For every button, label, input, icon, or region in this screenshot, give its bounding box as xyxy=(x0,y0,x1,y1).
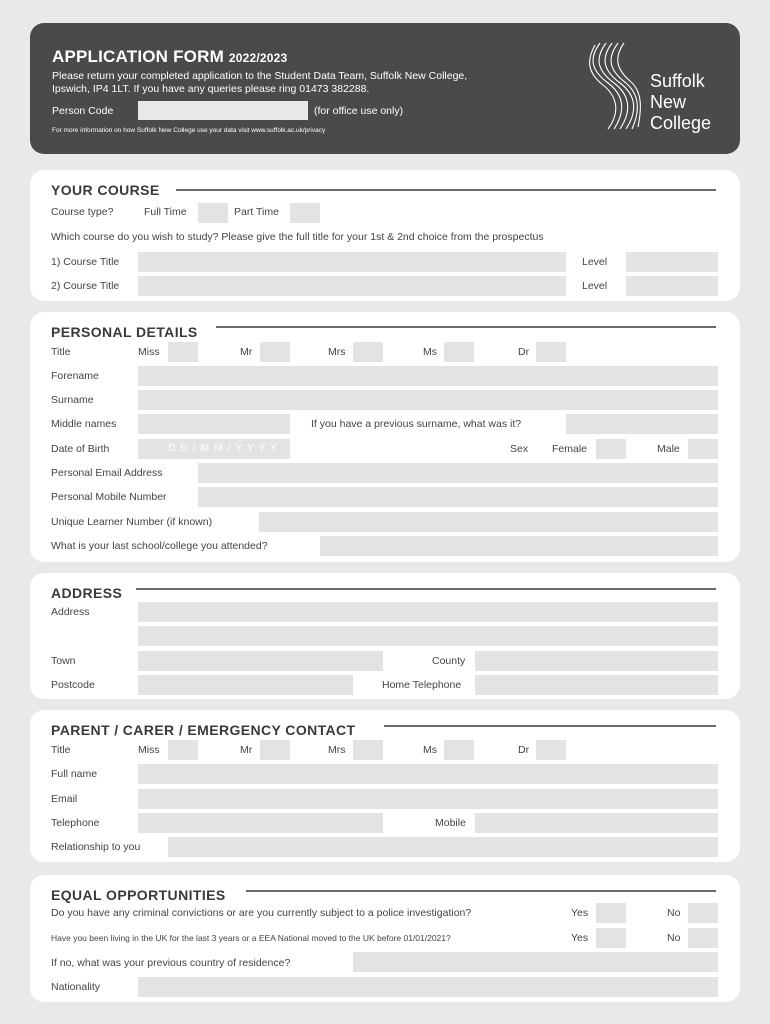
title-dr-label: Dr xyxy=(518,346,530,358)
contact-heading: PARENT / CARER / EMERGENCY CONTACT xyxy=(51,722,356,738)
sex-label: Sex xyxy=(510,443,529,455)
address-line-1-field[interactable] xyxy=(138,602,718,622)
contact-full-name-label: Full name xyxy=(51,768,98,780)
forename-field[interactable] xyxy=(138,366,718,386)
form-title-text: APPLICATION FORM xyxy=(52,47,224,66)
person-code-note: (for office use only) xyxy=(314,105,404,117)
town-label: Town xyxy=(51,655,76,667)
dob-placeholder: D D / M M / Y Y Y Y xyxy=(168,443,278,454)
title-miss-label: Miss xyxy=(138,346,160,358)
college-logo-icon xyxy=(586,41,642,131)
contact-email-field[interactable] xyxy=(138,789,718,809)
previous-surname-field[interactable] xyxy=(566,414,718,434)
course-1-level-label: Level xyxy=(582,256,608,268)
title-mrs-label: Mrs xyxy=(328,346,346,358)
sex-female-label: Female xyxy=(552,443,588,455)
title-mrs-checkbox[interactable] xyxy=(353,342,383,362)
email-label: Personal Email Address xyxy=(51,467,163,479)
county-label: County xyxy=(432,655,466,667)
previous-country-field[interactable] xyxy=(353,952,718,972)
intro-line-2: Ipswich, IP4 1LT. If you have any queries please ring 01473 382288. xyxy=(52,83,370,95)
course-2-title-field[interactable] xyxy=(138,276,566,296)
contact-miss-checkbox[interactable] xyxy=(168,740,198,760)
postcode-label: Postcode xyxy=(51,679,95,691)
uln-label: Unique Learner Number (if known) xyxy=(51,516,213,528)
sex-female-checkbox[interactable] xyxy=(596,439,626,459)
contact-mobile-label: Mobile xyxy=(435,817,466,829)
address-label: Address xyxy=(51,606,90,618)
home-telephone-field[interactable] xyxy=(475,675,718,695)
course-heading-rule xyxy=(176,189,716,191)
forename-label: Forename xyxy=(51,370,99,382)
county-field[interactable] xyxy=(475,651,718,671)
living-uk-yes-checkbox[interactable] xyxy=(596,928,626,948)
title-ms-label: Ms xyxy=(423,346,437,358)
mobile-label: Personal Mobile Number xyxy=(51,491,167,503)
title-ms-checkbox[interactable] xyxy=(444,342,474,362)
contact-mrs-checkbox[interactable] xyxy=(353,740,383,760)
contact-title-label: Title xyxy=(51,744,71,756)
course-question: Which course do you wish to study? Please give the full title for your 1st & 2nd choice from the prospectus xyxy=(51,231,544,243)
part-time-checkbox[interactable] xyxy=(290,203,320,223)
living-uk-yes-label: Yes xyxy=(571,932,589,944)
uln-field[interactable] xyxy=(259,512,718,532)
address-line-2-field[interactable] xyxy=(138,626,718,646)
contact-full-name-field[interactable] xyxy=(138,764,718,784)
full-time-checkbox[interactable] xyxy=(198,203,228,223)
course-1-label: 1) Course Title xyxy=(51,256,120,268)
postcode-field[interactable] xyxy=(138,675,353,695)
contact-heading-rule xyxy=(384,725,716,727)
contact-email-label: Email xyxy=(51,793,78,805)
email-field[interactable] xyxy=(198,463,718,483)
contact-dr-checkbox[interactable] xyxy=(536,740,566,760)
title-dr-checkbox[interactable] xyxy=(536,342,566,362)
course-1-level-field[interactable] xyxy=(626,252,718,272)
last-school-label: What is your last school/college you attended? xyxy=(51,540,268,552)
personal-heading: PERSONAL DETAILS xyxy=(51,324,198,340)
course-1-title-field[interactable] xyxy=(138,252,566,272)
privacy-note: For more information on how Suffolk New College use your data visit www.suffolk.ac.uk/privacy xyxy=(52,127,326,134)
dob-label: Date of Birth xyxy=(51,443,110,455)
title-mr-checkbox[interactable] xyxy=(260,342,290,362)
contact-ms-label: Ms xyxy=(423,744,437,756)
sex-male-checkbox[interactable] xyxy=(688,439,718,459)
title-mr-label: Mr xyxy=(240,346,253,358)
full-time-label: Full Time xyxy=(144,206,187,218)
emergency-contact-section xyxy=(30,710,740,862)
equal-heading: EQUAL OPPORTUNITIES xyxy=(51,887,226,903)
form-title xyxy=(52,47,287,67)
last-school-field[interactable] xyxy=(320,536,718,556)
address-section xyxy=(30,573,740,699)
contact-miss-label: Miss xyxy=(138,744,160,756)
middle-names-label: Middle names xyxy=(51,418,117,430)
logo-line-3: College xyxy=(650,113,712,133)
living-uk-no-label: No xyxy=(667,932,681,944)
convictions-no-label: No xyxy=(667,907,681,919)
course-heading: YOUR COURSE xyxy=(51,182,160,198)
contact-mr-checkbox[interactable] xyxy=(260,740,290,760)
convictions-yes-checkbox[interactable] xyxy=(596,903,626,923)
middle-names-field[interactable] xyxy=(138,414,290,434)
nationality-label: Nationality xyxy=(51,981,101,993)
contact-mr-label: Mr xyxy=(240,744,253,756)
sex-male-label: Male xyxy=(657,443,680,455)
contact-dr-label: Dr xyxy=(518,744,530,756)
person-code-field[interactable] xyxy=(138,101,308,120)
convictions-question: Do you have any criminal convictions or are you currently subject to a police investigation? xyxy=(51,907,472,919)
title-miss-checkbox[interactable] xyxy=(168,342,198,362)
contact-telephone-label: Telephone xyxy=(51,817,100,829)
relationship-field[interactable] xyxy=(168,837,718,857)
person-code-label: Person Code xyxy=(52,105,114,117)
mobile-field[interactable] xyxy=(198,487,718,507)
logo-line-1: Suffolk xyxy=(650,71,705,91)
title-label: Title xyxy=(51,346,71,358)
living-uk-no-checkbox[interactable] xyxy=(688,928,718,948)
equal-opportunities-section xyxy=(30,875,740,1002)
nationality-field[interactable] xyxy=(138,977,718,997)
contact-telephone-field[interactable] xyxy=(138,813,383,833)
course-2-level-field[interactable] xyxy=(626,276,718,296)
contact-mobile-field[interactable] xyxy=(475,813,718,833)
contact-mrs-label: Mrs xyxy=(328,744,346,756)
college-logo-text xyxy=(650,71,711,134)
course-2-label: 2) Course Title xyxy=(51,280,120,292)
intro-line-1: Please return your completed application to the Student Data Team, Suffolk New College, xyxy=(52,70,468,82)
course-2-level-label: Level xyxy=(582,280,608,292)
part-time-label: Part Time xyxy=(234,206,279,218)
town-field[interactable] xyxy=(138,651,383,671)
living-uk-question: Have you been living in the UK for the last 3 years or a EEA National moved to the UK before 01/01/2021? xyxy=(51,933,451,943)
course-section xyxy=(30,170,740,301)
course-type-label: Course type? xyxy=(51,206,114,218)
previous-country-label: If no, what was your previous country of residence? xyxy=(51,957,291,969)
personal-heading-rule xyxy=(216,326,716,328)
relationship-label: Relationship to you xyxy=(51,841,141,853)
convictions-no-checkbox[interactable] xyxy=(688,903,718,923)
contact-ms-checkbox[interactable] xyxy=(444,740,474,760)
convictions-yes-label: Yes xyxy=(571,907,589,919)
previous-surname-label: If you have a previous surname, what was it? xyxy=(311,418,522,430)
home-telephone-label: Home Telephone xyxy=(382,679,462,691)
intro-text xyxy=(52,70,532,96)
equal-heading-rule xyxy=(246,890,716,892)
surname-field[interactable] xyxy=(138,390,718,410)
personal-details-section xyxy=(30,312,740,562)
form-header xyxy=(30,23,740,154)
address-heading-rule xyxy=(136,588,716,590)
address-heading: ADDRESS xyxy=(51,585,123,601)
surname-label: Surname xyxy=(51,394,94,406)
form-year: 2022/2023 xyxy=(228,51,288,65)
logo-line-2: New xyxy=(650,92,687,112)
